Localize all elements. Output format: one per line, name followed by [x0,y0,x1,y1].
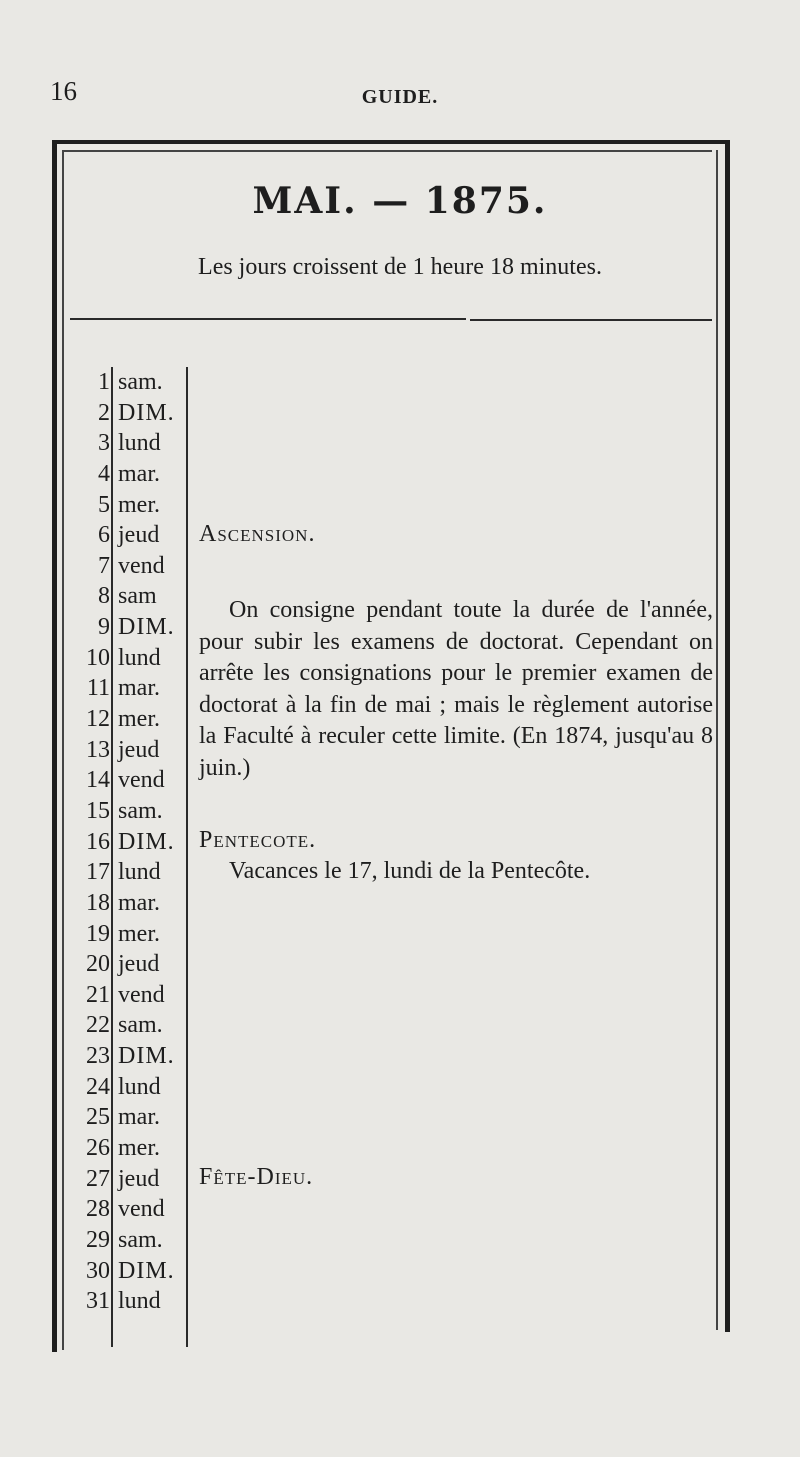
day-number: 25 [86,1104,110,1131]
day-name: lund [118,644,161,671]
day-number: 23 [86,1043,110,1070]
note-fete-dieu: Fête-Dieu. [199,1164,314,1190]
day-number: 22 [86,1012,110,1039]
paragraph-text: On consigne pendant toute la durée de l'année, pour subir les examens de doctorat. Cependant on arrête les consignations pour le premier examen de doctorat à la fin de mai ; mais le règlement autorise la Faculté à reculer cette limite. (En 1874, jusqu'au 8 juin.) [199,597,713,781]
day-name: DIM. [118,399,175,426]
day-name: mar. [118,675,160,702]
day-name: mer. [118,491,160,518]
day-row [70,857,175,888]
day-number: 29 [86,1226,110,1253]
day-name: jeud [118,522,160,549]
day-row [70,459,175,490]
day-name: mar. [118,1104,160,1131]
running-head: GUIDE. [361,86,439,108]
day-name: DIM. [118,1043,175,1070]
day-row [70,1010,175,1041]
month-subtitle: Les jours croissent de 1 heure 18 minutes. [198,254,602,280]
day-number: 26 [86,1135,110,1162]
day-name: DIM. [118,828,175,855]
header-rule-right [470,319,712,321]
day-name: sam. [118,1226,163,1253]
day-row [70,888,175,919]
day-row [70,1164,175,1195]
day-row [70,581,175,612]
day-name: lund [118,1073,161,1100]
day-row [70,1102,175,1133]
day-row [70,1286,175,1317]
day-row [70,673,175,704]
day-number: 8 [98,583,110,610]
day-number: 17 [86,859,110,886]
day-name: mer. [118,920,160,947]
day-number: 30 [86,1257,110,1284]
day-name: DIM. [118,1257,175,1284]
day-number: 24 [86,1073,110,1100]
day-row [70,643,175,674]
day-name: sam. [118,1012,163,1039]
days-list [70,367,175,1317]
day-number: 16 [86,828,110,855]
note-pentecote: Pentecote. [199,827,317,853]
day-row [70,1133,175,1164]
day-row [70,1256,175,1287]
header-rule-left [70,318,466,320]
day-row [70,919,175,950]
day-name: vend [118,552,165,579]
day-name: jeud [118,736,160,763]
day-name: sam. [118,797,163,824]
day-number: 28 [86,1196,110,1223]
day-row [70,428,175,459]
day-name: vend [118,981,165,1008]
day-number: 5 [98,491,110,518]
day-row [70,1225,175,1256]
day-number: 31 [86,1288,110,1315]
day-number: 2 [98,399,110,426]
day-number: 7 [98,552,110,579]
day-name: mer. [118,706,160,733]
day-number: 1 [98,369,110,395]
day-row [70,949,175,980]
frame-top-inner-rule [62,150,712,152]
day-row [70,1072,175,1103]
day-row [70,520,175,551]
day-row [70,1041,175,1072]
day-name: lund [118,859,161,886]
day-number: 15 [86,797,110,824]
day-row [70,765,175,796]
day-name: mer. [118,1135,160,1162]
day-number: 11 [86,675,110,702]
day-name: sam [118,583,157,610]
day-name: lund [118,430,161,457]
note-paragraph [199,595,713,784]
frame-right-rule [725,140,730,1332]
day-number: 6 [98,522,110,549]
column-divider-right [186,367,188,1347]
day-name: mar. [118,889,160,916]
day-number: 13 [86,736,110,763]
note-vacances: Vacances le 17, lundi de la Pentecôte. [229,858,591,884]
day-number: 3 [98,430,110,457]
frame-right-inner-rule [716,150,718,1330]
frame-left-rule [52,140,57,1352]
frame-top-rule [54,140,728,144]
day-name: lund [118,1288,161,1315]
day-name: vend [118,767,165,794]
day-number: 9 [98,614,110,641]
day-name: vend [118,1196,165,1223]
day-number: 19 [86,920,110,947]
day-row [70,612,175,643]
day-name: mar. [118,460,160,487]
day-row [70,1194,175,1225]
day-name: jeud [118,951,160,978]
page-number: 16 [50,76,77,106]
note-ascension: Ascension. [199,521,316,547]
day-row [70,367,175,398]
day-row [70,704,175,735]
day-number: 10 [86,644,110,671]
day-number: 4 [98,460,110,487]
day-row [70,551,175,582]
day-number: 18 [86,889,110,916]
day-name: sam. [118,369,163,395]
day-row [70,490,175,521]
day-row [70,398,175,429]
day-row [70,980,175,1011]
day-row [70,827,175,858]
frame-left-inner-rule [62,150,64,1350]
day-number: 12 [86,706,110,733]
day-row [70,796,175,827]
day-row [70,735,175,766]
day-number: 14 [86,767,110,794]
day-number: 27 [86,1165,110,1192]
day-name: jeud [118,1165,160,1192]
day-name: DIM. [118,614,175,641]
day-number: 20 [86,951,110,978]
day-number: 21 [86,981,110,1008]
month-title: MAI. — 1875. [252,180,548,222]
